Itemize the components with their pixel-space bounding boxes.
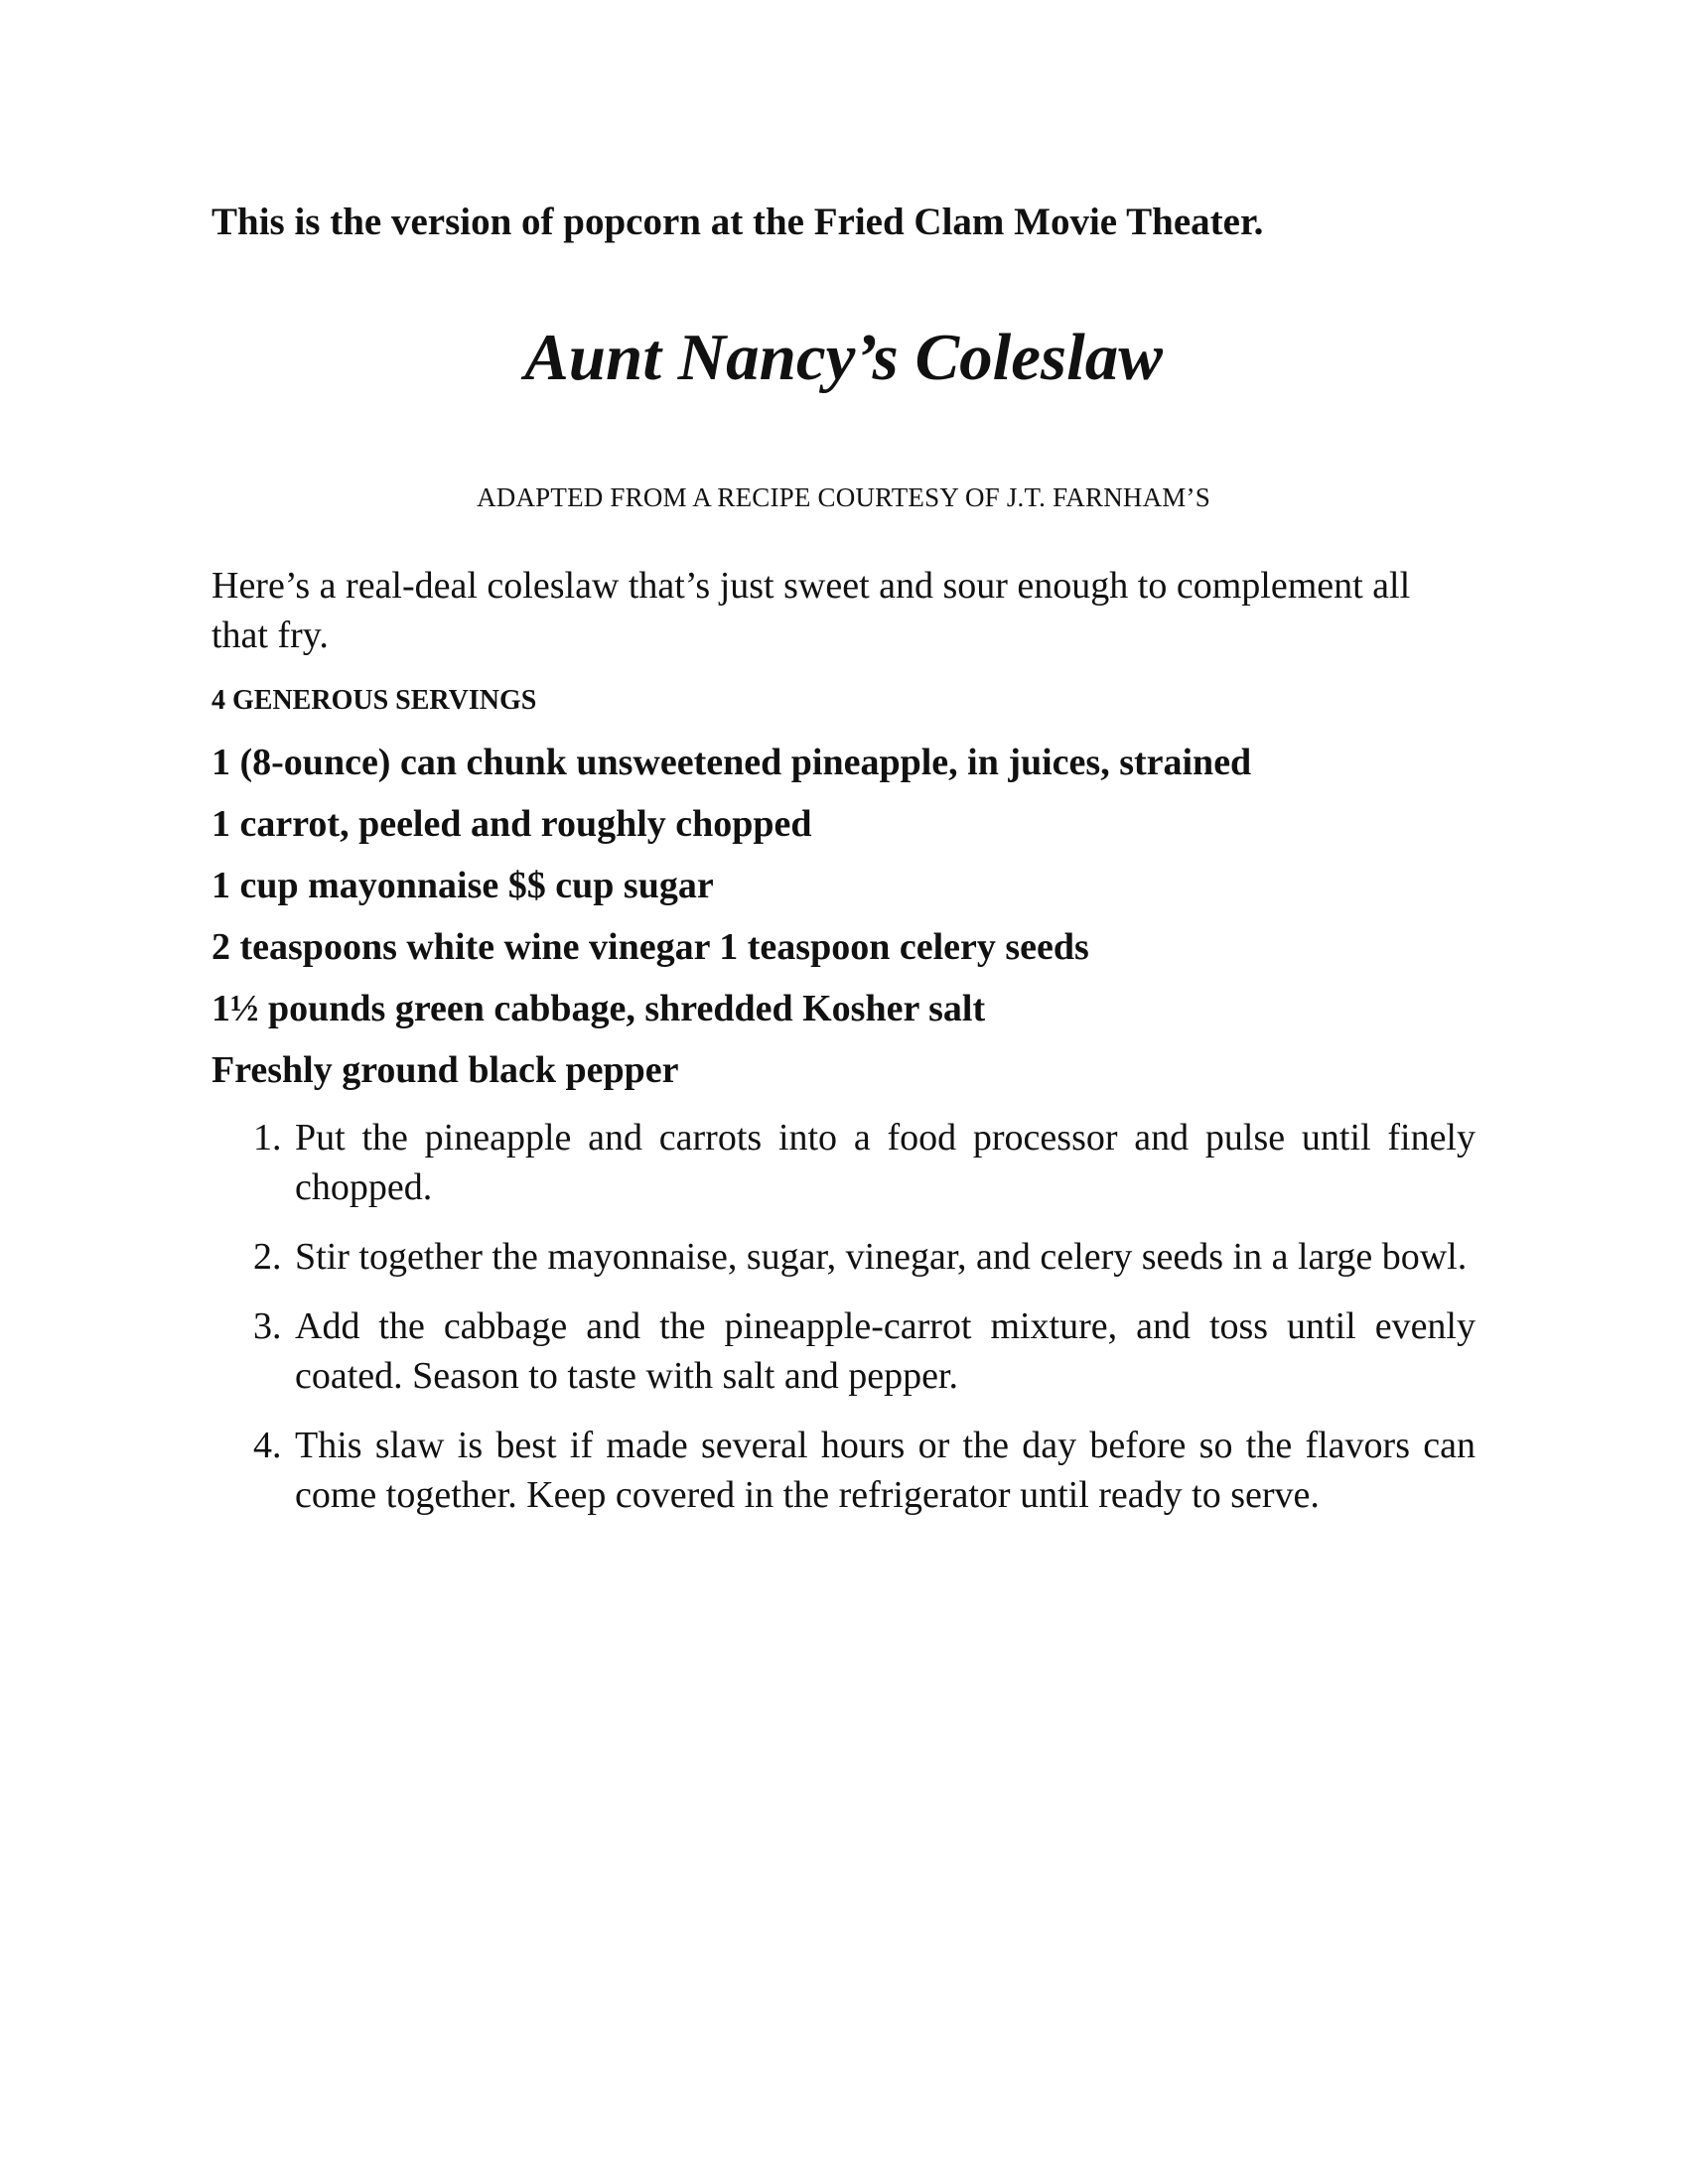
ingredient-item: 1½ pounds green cabbage, shredded Kosher salt [211, 988, 986, 1029]
recipe-description: Here’s a real-deal coleslaw that’s just sweet and sour enough to complement all that fry. [211, 565, 1411, 656]
ingredient-item: Freshly ground black pepper [211, 1049, 679, 1091]
instruction-step [211, 1421, 1476, 1520]
ingredient-item: 1 cup mayonnaise $$ cup sugar [211, 865, 714, 906]
recipe-title: Aunt Nancy’s Coleslaw [524, 321, 1163, 394]
instruction-step [211, 1301, 1476, 1401]
ingredient-item: 1 (8-ounce) can chunk unsweetened pineapple, in juices, strained [211, 742, 1252, 783]
ingredient-item: 2 teaspoons white wine vinegar 1 teaspoon celery seeds [211, 926, 1089, 968]
ingredient-item: 1 carrot, peeled and roughly chopped [211, 803, 812, 845]
step-text: Add the cabbage and the pineapple-carrot mixture, and toss until evenly coated. Season to taste with salt and pepper. [295, 1305, 1476, 1397]
step-text: This slaw is best if made several hours or the day before so the flavors can come together. Keep covered in the refrigerator until ready to serve. [295, 1425, 1476, 1516]
instruction-list [211, 1113, 1476, 1540]
servings-label: 4 GENEROUS SERVINGS [211, 685, 537, 716]
intro-note: This is the version of popcorn at the Fried Clam Movie Theater. [211, 201, 1264, 243]
ingredient-list [211, 732, 1251, 1101]
step-number: 4. [253, 1425, 282, 1466]
step-number: 2. [253, 1236, 282, 1278]
step-number: 3. [253, 1305, 282, 1347]
step-number: 1. [253, 1117, 282, 1159]
recipe-credit: ADAPTED FROM A RECIPE COURTESY OF J.T. FARNHAM’S [477, 482, 1210, 512]
instruction-step [211, 1113, 1476, 1212]
step-text: Put the pineapple and carrots into a food processor and pulse until finely chopped. [295, 1117, 1476, 1208]
step-text: Stir together the mayonnaise, sugar, vinegar, and celery seeds in a large bowl. [295, 1236, 1468, 1278]
instruction-step [211, 1232, 1476, 1282]
